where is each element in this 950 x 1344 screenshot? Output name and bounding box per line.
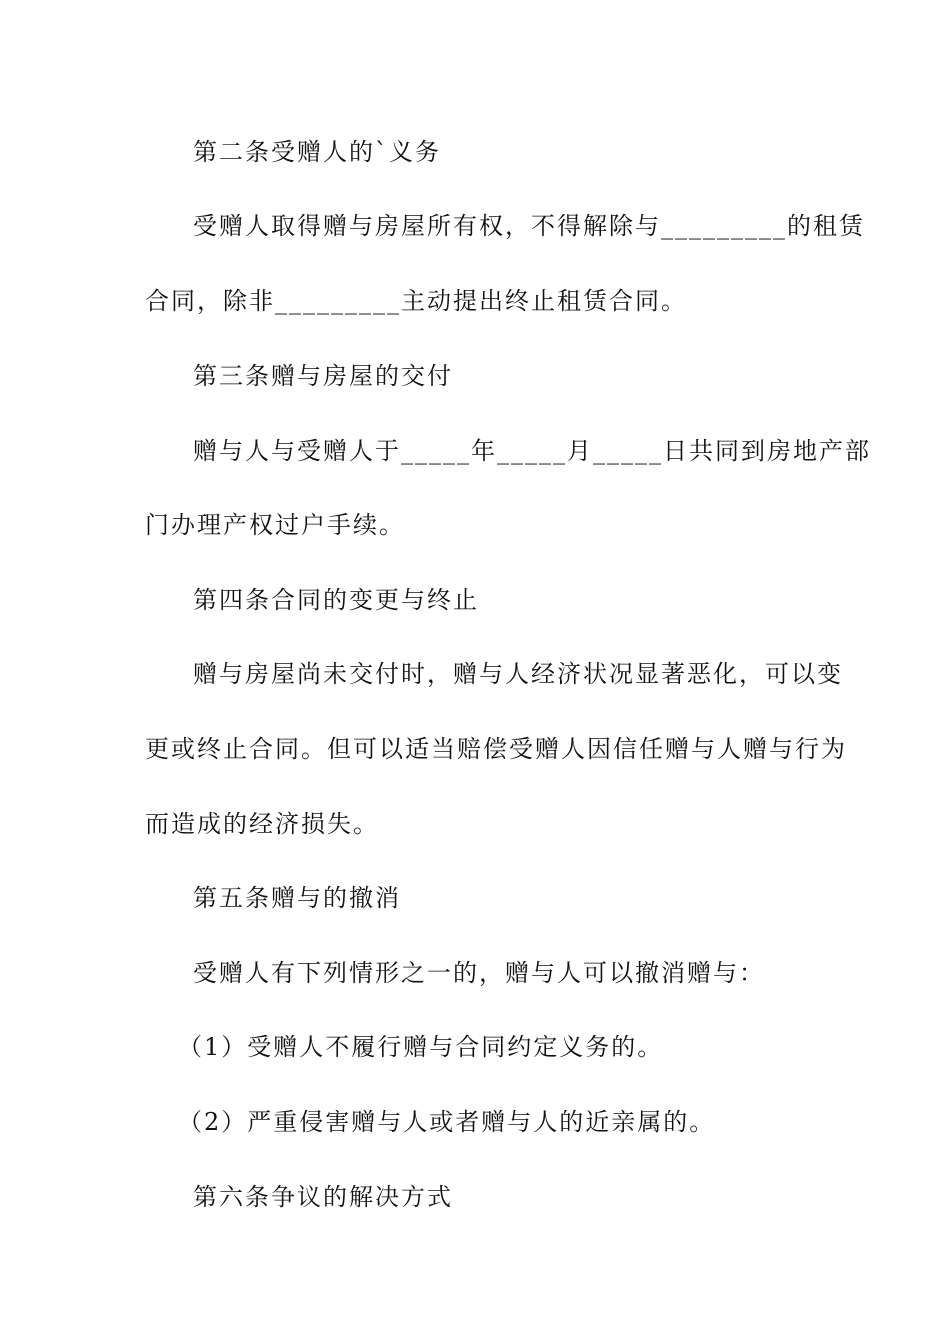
section-heading-2: 第二条受赠人的`义务 <box>193 138 441 166</box>
paragraph-line: 赠与房屋尚未交付时，赠与人经济状况显著恶化，可以变 <box>193 660 843 688</box>
section-heading-5: 第五条赠与的撤消 <box>193 884 401 912</box>
list-item: （2）严重侵害赠与人或者赠与人的近亲属的。 <box>178 1108 716 1136</box>
paragraph-line: 受赠人取得赠与房屋所有权，不得解除与_________的租赁 <box>193 212 865 240</box>
paragraph-line: 赠与人与受赠人于_____年_____月_____日共同到房地产部 <box>193 437 871 465</box>
paragraph-line: 门办理产权过户手续。 <box>145 511 405 539</box>
paragraph-line: 而造成的经济损失。 <box>145 810 379 838</box>
paragraph-line: 受赠人有下列情形之一的，赠与人可以撤消赠与： <box>193 959 765 987</box>
paragraph-line: 更或终止合同。但可以适当赔偿受赠人因信任赠与人赠与行为 <box>145 735 847 763</box>
paragraph-line: 合同，除非_________主动提出终止租赁合同。 <box>145 287 687 315</box>
section-heading-3: 第三条赠与房屋的交付 <box>193 362 453 390</box>
section-heading-4: 第四条合同的变更与终止 <box>193 586 479 614</box>
section-heading-6: 第六条争议的解决方式 <box>193 1183 453 1211</box>
list-item: （1）受赠人不履行赠与合同约定义务的。 <box>178 1033 664 1061</box>
